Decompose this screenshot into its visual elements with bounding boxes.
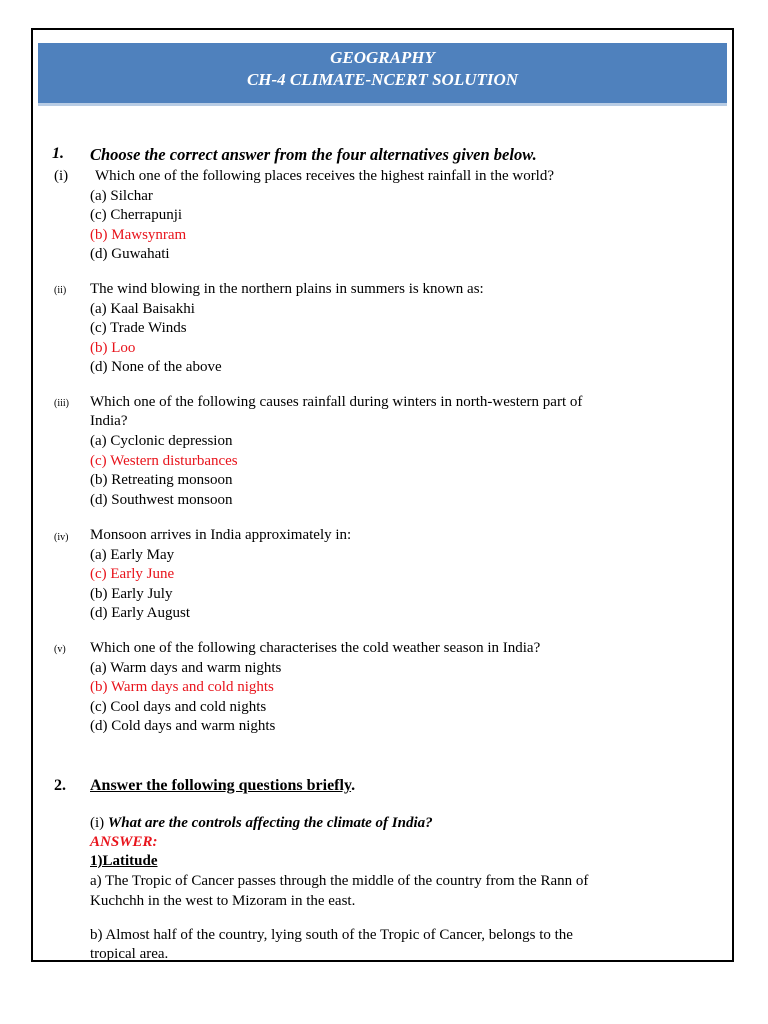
question-3-text-line2: India?: [90, 413, 128, 429]
point-a-line1: a) The Tropic of Cancer passes through the middle of the country from the Rann of: [90, 873, 589, 889]
q5-option-a: (a) Warm days and warm nights: [90, 660, 282, 676]
section-2-heading: [90, 777, 355, 795]
title-banner: [38, 43, 727, 106]
section-2-heading-period: .: [351, 777, 356, 794]
subject-title: GEOGRAPHY: [330, 48, 435, 67]
section-2-heading-text: Answer the following questions briefly: [90, 777, 352, 794]
q5-option-d: (d) Cold days and warm nights: [90, 718, 276, 734]
q3-option-c-correct: (c) Western disturbances: [90, 453, 238, 469]
section-1-heading: Choose the correct answer from the four alternatives given below.: [90, 145, 537, 164]
point-a-line2: Kuchchh in the west to Mizoram in the east.: [90, 893, 356, 909]
question-2-text: The wind blowing in the northern plains in summers is known as:: [90, 281, 484, 297]
q1-option-a: (a) Silchar: [90, 188, 153, 204]
q1-option-d: (d) Guwahati: [90, 246, 170, 262]
question-1-number: (i): [54, 168, 69, 184]
q4-option-a: (a) Early May: [90, 547, 175, 563]
q4-option-c-correct: (c) Early June: [90, 566, 175, 582]
q3-option-b: (b) Retreating monsoon: [90, 472, 233, 488]
brief-question-1-text: What are the controls affecting the climate of India?: [107, 815, 433, 831]
question-4-number: (iv): [54, 532, 69, 543]
q1-option-b-correct: (b) Mawsynram: [90, 227, 187, 243]
q2-option-c: (c) Trade Winds: [90, 320, 187, 336]
question-3-number: (iii): [54, 398, 69, 409]
question-4-text: Monsoon arrives in India approximately in:: [90, 527, 352, 543]
q3-option-a: (a) Cyclonic depression: [90, 433, 233, 449]
brief-question-1: [90, 814, 433, 833]
chapter-title: CH-4 CLIMATE-NCERT SOLUTION: [246, 70, 519, 89]
answer-label: ANSWER:: [90, 834, 158, 850]
q5-option-c: (c) Cool days and cold nights: [90, 699, 267, 715]
question-5-text: Which one of the following characterises the cold weather season in India?: [90, 640, 541, 656]
q3-option-d: (d) Southwest monsoon: [90, 492, 233, 508]
q4-option-b: (b) Early July: [90, 586, 173, 602]
q2-option-d: (d) None of the above: [90, 359, 222, 375]
q5-option-b-correct: (b) Warm days and cold nights: [90, 679, 274, 695]
question-3-text-line1: Which one of the following causes rainfall during winters in north-western part of: [90, 394, 583, 410]
answer-subheading-latitude: 1)Latitude: [90, 853, 158, 869]
question-2-number: (ii): [54, 285, 67, 296]
question-5-number: (v): [54, 644, 66, 655]
point-b-line1: b) Almost half of the country, lying south of the Tropic of Cancer, belongs to the: [90, 927, 573, 943]
question-1-text: Which one of the following places receives the highest rainfall in the world?: [95, 168, 555, 184]
section-1-number: 1.: [52, 145, 64, 162]
q2-option-a: (a) Kaal Baisakhi: [90, 301, 195, 317]
q1-option-c: (c) Cherrapunji: [90, 207, 183, 223]
section-2-number: 2.: [54, 777, 66, 794]
q2-option-b-correct: (b) Loo: [90, 340, 136, 356]
brief-question-1-number: (i): [90, 815, 105, 831]
q4-option-d: (d) Early August: [90, 605, 190, 621]
point-b-line2: tropical area.: [90, 946, 169, 962]
